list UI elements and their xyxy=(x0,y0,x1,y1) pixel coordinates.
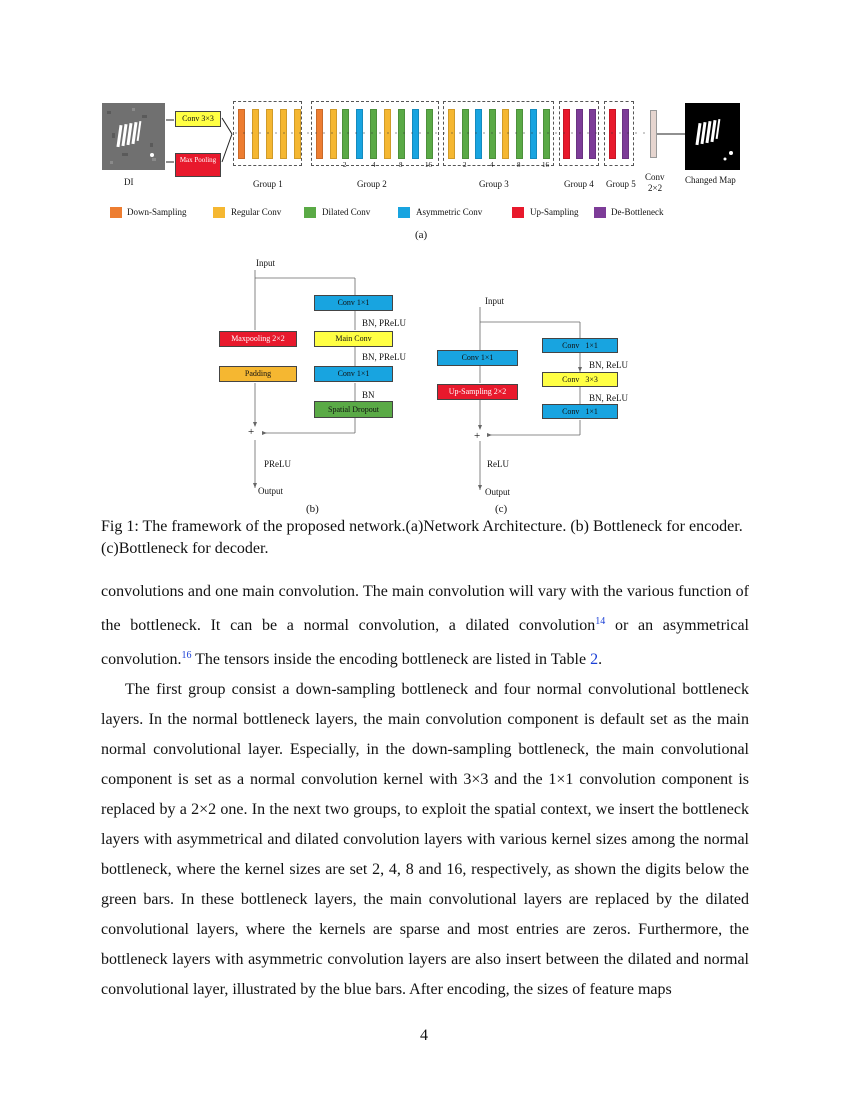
fig-b-output: Output xyxy=(258,486,284,496)
fig-a-caption-label: (a) xyxy=(415,229,428,241)
di-label: DI xyxy=(124,177,134,187)
g3-digit-4: 16 xyxy=(542,161,549,169)
g3-digit-2: 4 xyxy=(490,161,494,169)
g2-digit-4: 16 xyxy=(425,161,432,169)
final-conv-label: Conv xyxy=(645,172,665,182)
fig-c-conv2-b: 3×3 xyxy=(585,375,598,384)
fig-b-caption-label: (b) xyxy=(306,503,319,515)
g2-digit-3: 8 xyxy=(399,161,403,169)
group2-label: Group 2 xyxy=(357,179,387,189)
legend-label: Down-Sampling xyxy=(127,207,187,217)
changed-map-label: Changed Map xyxy=(685,175,736,185)
fig-b-conv2: Conv 1×1 xyxy=(314,366,393,382)
fig-c-plus: + xyxy=(474,430,481,442)
conv3x3-box: Conv 3×3 xyxy=(175,111,221,127)
legend-swatch xyxy=(512,207,524,218)
page-number: 4 xyxy=(420,1027,428,1044)
fig-b-dropout: Spatial Dropout xyxy=(314,401,393,418)
group1-label: Group 1 xyxy=(253,179,283,189)
fig-c-bn-relu-2: BN, ReLU xyxy=(589,393,628,403)
legend-swatch xyxy=(110,207,122,218)
fig-b-prelu: PReLU xyxy=(264,459,291,469)
fig-b-bn-prelu-2: BN, PReLU xyxy=(362,352,407,362)
legend-swatch xyxy=(398,207,410,218)
paragraph-2: The first group consist a down-sampling bottleneck and four normal convolutional bottleneck layers. In the normal bottleneck layers, the main convolution component is default set as the main normal convolutional layer. Especially, in the down-sampling bottleneck, the main convolutional component is set as a normal convolution kernel with 3×3 and the 1×1 convolution component is replaced by a 2×2 one. In the next two groups, to exploit the spatial context, we insert the bottleneck layers with asymmetrical and dilated convolution layers with various kernel sizes among the normal bottleneck, where the kernel sizes are set 2, 4, 8 and 16, respectively, as shown the digits below the green bars. In these bottleneck layers, the main convolutional layers are replaced by the dilated convolutional layers, where the kernels are sparse and most entries are zeros. Furthermore, the bottleneck layers with asymmetric convolution layers are also insert between the dilated and normal convolutional layer, illustrated by the blue bars. After encoding, the sizes of feature maps xyxy=(101,681,749,998)
g3-digit-1: 2 xyxy=(463,161,467,169)
fig-c-input: Input xyxy=(485,296,504,306)
p1-text-c: The tensors inside the encoding bottleneck are listed in Table xyxy=(191,651,591,668)
table-ref-2[interactable]: 2 xyxy=(590,651,599,668)
figure-caption: Fig 1: The framework of the proposed network.(a)Network Architecture. (b) Bottleneck for encoder. (c)Bottleneck for decoder. xyxy=(101,518,743,557)
bar-arrows xyxy=(235,128,655,138)
g2-digit-2: 4 xyxy=(372,161,376,169)
final-conv-size: 2×2 xyxy=(648,183,663,193)
fig-c-conv2-a: Conv xyxy=(562,375,580,384)
p1-text-b: or an asymmetrical convolution. xyxy=(101,617,749,668)
fig-b-conv1: Conv 1×1 xyxy=(314,295,393,311)
citation-16[interactable]: 16 xyxy=(181,650,192,661)
p1-text-a: convolutions and one main convolution. The main convolution will vary with the various function of the bottleneck. It can be a normal convolution, a dilated convolution xyxy=(101,583,749,634)
fig-c-conv3 xyxy=(542,404,618,419)
legend-label: Regular Conv xyxy=(231,207,282,217)
legend-label: Asymmetric Conv xyxy=(416,207,483,217)
body-text xyxy=(101,577,749,1005)
fig-b-bn-prelu-1: BN, PReLU xyxy=(362,318,407,328)
di-image-pattern xyxy=(102,103,165,170)
paragraph-1 xyxy=(101,577,749,675)
changed-map-pattern xyxy=(685,103,740,170)
changed-map-image xyxy=(685,103,740,170)
group5-label: Group 5 xyxy=(606,179,636,189)
legend-swatch xyxy=(594,207,606,218)
fig-c-conv1 xyxy=(542,338,618,353)
di-image xyxy=(102,103,165,170)
fig-c-upsampling: Up-Sampling 2×2 xyxy=(437,384,518,400)
g2-digit-1: 2 xyxy=(343,161,347,169)
fig-c-output: Output xyxy=(485,487,511,497)
fig-c-relu: ReLU xyxy=(487,459,509,469)
p1-text-d: . xyxy=(598,651,603,668)
maxpool-box: Max Pooling xyxy=(175,153,221,177)
legend-swatch xyxy=(304,207,316,218)
legend-label: Up-Sampling xyxy=(530,207,579,217)
fig-c-conv1-b: 1×1 xyxy=(585,341,598,350)
g3-digit-3: 8 xyxy=(517,161,521,169)
fig-b-input: Input xyxy=(256,258,275,268)
group4-label: Group 4 xyxy=(564,179,594,189)
fig-b-main-conv: Main Conv xyxy=(314,331,393,347)
fig-c-caption-label: (c) xyxy=(495,503,508,515)
legend-label: De-Bottleneck xyxy=(611,207,664,217)
fig-c-conv1-a: Conv xyxy=(562,341,580,350)
fig-c-conv3-a: Conv xyxy=(562,407,580,416)
fig-c-conv-left: Conv 1×1 xyxy=(437,350,518,366)
group3-label: Group 3 xyxy=(479,179,509,189)
fig-c-conv3-b: 1×1 xyxy=(585,407,598,416)
fig-b-maxpool: Maxpooling 2×2 xyxy=(219,331,297,347)
fig-c-bn-relu-1: BN, ReLU xyxy=(589,360,628,370)
legend-label: Dilated Conv xyxy=(322,207,371,217)
legend-swatch xyxy=(213,207,225,218)
fig-b-bn: BN xyxy=(362,390,375,400)
final-conv-bar xyxy=(650,110,657,158)
fig-b-plus: + xyxy=(248,426,255,438)
fig-c-conv2 xyxy=(542,372,618,387)
citation-14[interactable]: 14 xyxy=(595,616,606,627)
fig-b-padding: Padding xyxy=(219,366,297,382)
